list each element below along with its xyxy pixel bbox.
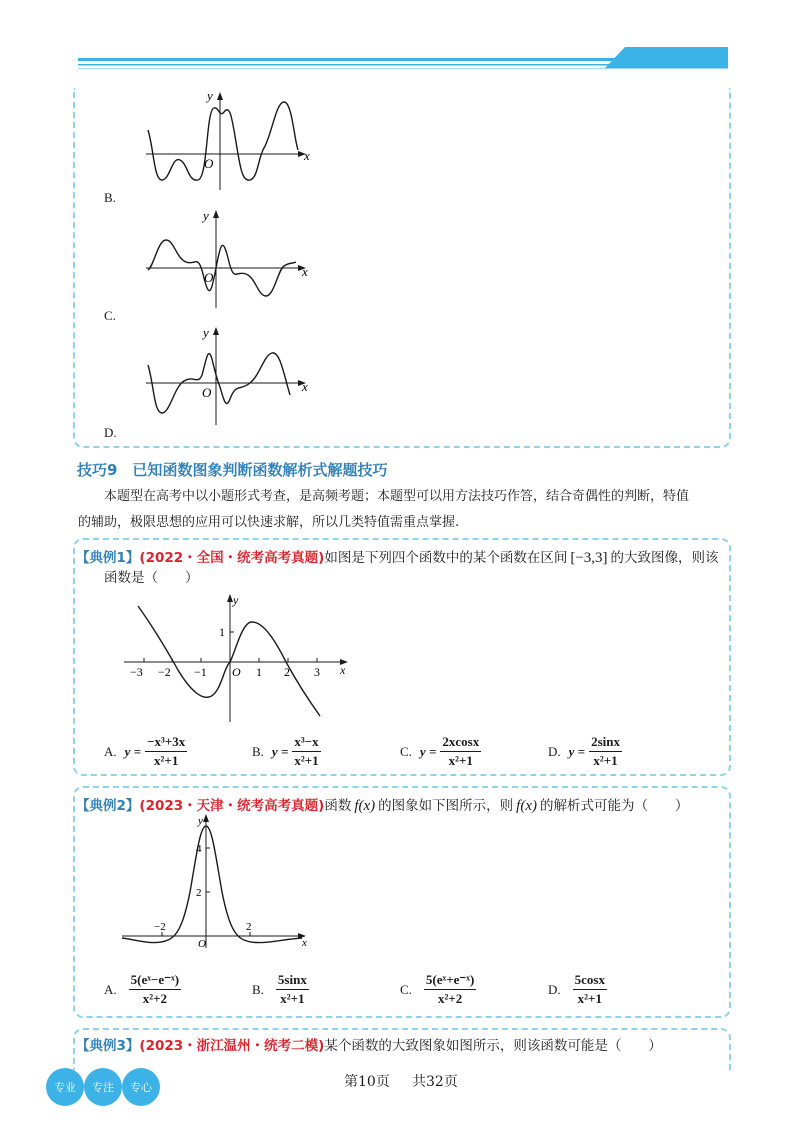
svg-text:x: x <box>304 148 310 163</box>
example1-tag: 【典例1】 <box>76 550 140 566</box>
tip-title: 技巧9 已知函数图象判断函数解析式解题技巧 <box>77 461 388 479</box>
svg-text:2: 2 <box>246 921 252 933</box>
option-b-label[interactable]: B. <box>104 190 116 205</box>
svg-text:x: x <box>302 264 308 279</box>
svg-text:y: y <box>207 90 213 103</box>
example2-tag: 【典例2】 <box>76 798 140 814</box>
example2-option-c[interactable]: C. $\frac{\text{5(eˣ+e⁻ˣ)}}{\text{x²+2}}$ <box>400 972 475 1006</box>
page-number: 第10页 <box>344 1074 390 1090</box>
svg-text:y: y <box>203 325 209 340</box>
example2-option-a[interactable]: A. $\frac{\text{5(eˣ−e⁻ˣ)}}{\text{x²+2}}$ <box>104 972 180 1006</box>
svg-text:x: x <box>340 663 346 677</box>
example2-graph <box>118 812 318 952</box>
example2-option-d[interactable]: D. $\frac{5\cos x}{\text{x²+1}}$ <box>548 972 605 1006</box>
svg-text:3: 3 <box>314 665 320 679</box>
example2-source: (2023・天津・统考高考真题) <box>139 798 325 814</box>
header-bar <box>0 0 800 80</box>
tip-paragraph-line2: 的辅助，极限思想的应用可以快速求解，所以几类特值需重点掌握. <box>78 515 460 530</box>
svg-text:y: y <box>233 593 239 607</box>
svg-text:x: x <box>302 937 307 949</box>
example1-text-b: 的大致图像，则该 <box>610 550 719 566</box>
example1-interval: [−3,3] <box>570 550 608 566</box>
option-c-label[interactable]: C. <box>104 308 116 323</box>
svg-text:1: 1 <box>219 625 225 639</box>
example1-heading <box>76 546 719 567</box>
graph-option-d <box>140 325 320 425</box>
svg-text:−2: −2 <box>158 665 171 679</box>
badge-professional: 专业 <box>46 1068 84 1106</box>
svg-text:O: O <box>202 385 212 400</box>
example3-tag: 【典例3】 <box>76 1038 140 1054</box>
svg-text:2: 2 <box>196 887 202 899</box>
svg-text:−2: −2 <box>154 921 166 933</box>
example1-text-line2: 函数是（ ） <box>104 570 199 586</box>
badge-dedication: 专心 <box>122 1068 160 1106</box>
example3-source: (2023・浙江温州・统考二模) <box>139 1038 325 1054</box>
option-d-label[interactable]: D. <box>104 425 117 440</box>
example1-text: 如图是下列四个函数中的某个函数在区间 <box>324 550 568 566</box>
example1-option-d[interactable]: D. y = $\frac{2\sin x}{\text{x²+1}}$ <box>548 734 620 768</box>
svg-text:y: y <box>198 815 203 827</box>
svg-text:x: x <box>302 379 308 394</box>
svg-text:4: 4 <box>196 843 202 855</box>
svg-text:−3: −3 <box>130 665 143 679</box>
example1-option-b[interactable]: B. y = $\frac{\text{x³−x}}{\text{x²+1}}$ <box>252 734 319 768</box>
graph-option-b <box>140 90 320 190</box>
svg-text:O: O <box>204 156 214 171</box>
example3-heading <box>76 1034 662 1054</box>
example2-heading: 【典例2】(2023・天津・统考高考真题)函数 f(x) 的图象如下图所示，则 f(x) 的解析式可能为（ ） <box>76 798 689 814</box>
svg-text:O: O <box>232 665 241 679</box>
svg-text:O: O <box>198 938 206 950</box>
example1-option-a[interactable]: A. y = $\frac{\text{−x³+3x}}{\text{x²+1}}$ <box>104 734 186 768</box>
tip-paragraph-line1: 本题型在高考中以小题形式考查，是高频考题；本题型可以用方法技巧作答，结合奇偶性的判断，特值 <box>104 489 690 504</box>
example1-source: (2022・全国・统考高考真题) <box>139 550 325 566</box>
svg-text:−1: −1 <box>194 665 207 679</box>
svg-text:2: 2 <box>284 665 290 679</box>
example1-graph <box>118 592 358 732</box>
badge-focus: 专注 <box>84 1068 122 1106</box>
example3-text: 某个函数的大致图象如图所示，则该函数可能是（ ） <box>324 1038 662 1054</box>
svg-text:O: O <box>204 270 214 285</box>
example1-option-c[interactable]: C. y = $\frac{2xcosx}{\text{x²+1}}$ <box>400 734 480 768</box>
svg-text:1: 1 <box>256 665 262 679</box>
svg-text:y: y <box>203 208 209 223</box>
example2-option-b[interactable]: B. $\frac{5\sin x}{\text{x²+1}}$ <box>252 972 307 1006</box>
graph-option-c <box>140 208 320 308</box>
page-total: 共32页 <box>412 1074 458 1090</box>
